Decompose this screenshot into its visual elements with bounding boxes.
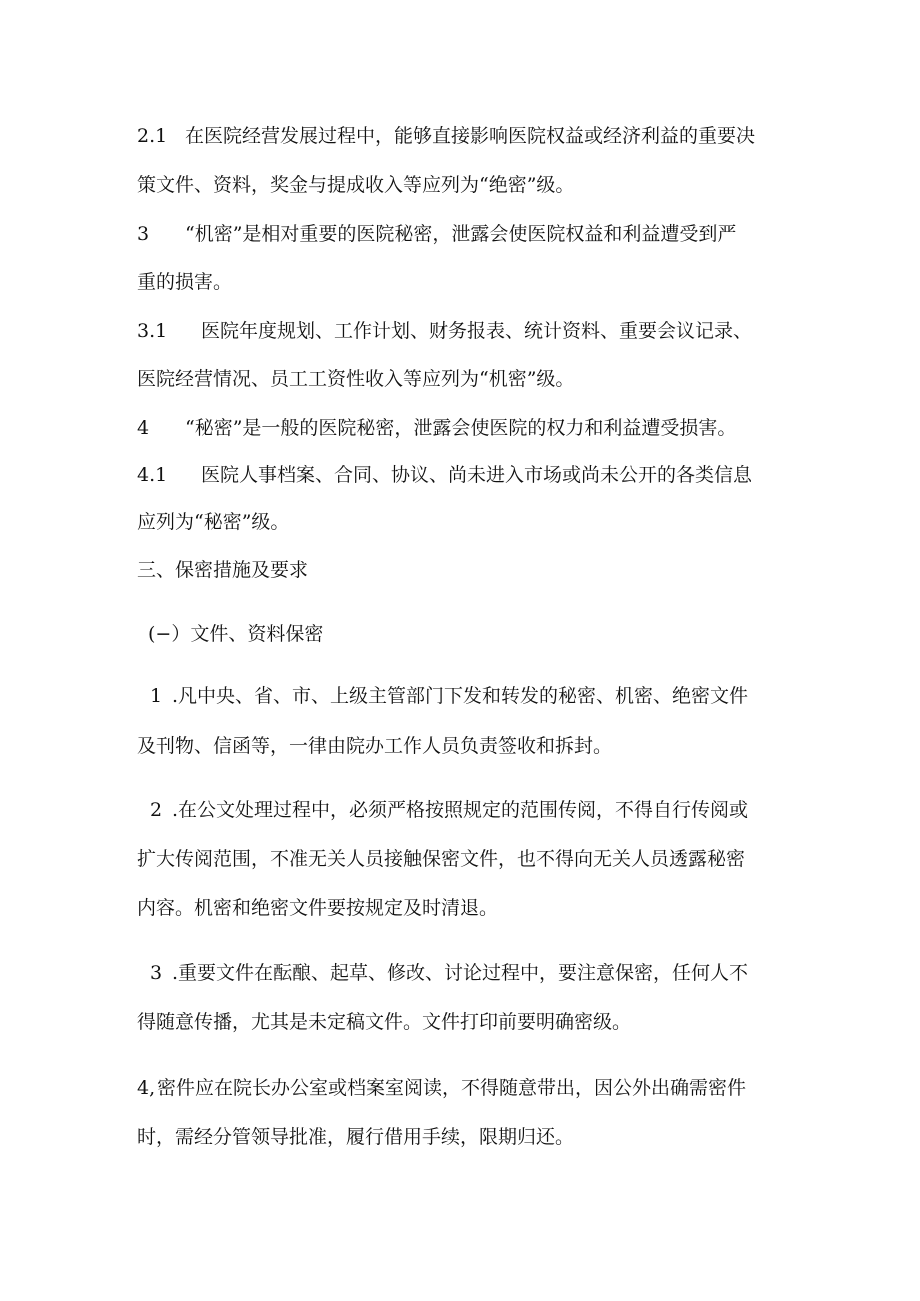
paragraph-text: “机密”是相对重要的医院秘密，泄露会使医院权益和利益遭受到严	[185, 223, 737, 245]
paragraph-text: 医院年度规划、工作计划、财务报表、统计资料、重要会议记录、	[201, 320, 753, 342]
paragraph-line: 内容。机密和绝密文件要按规定及时清退。	[137, 897, 499, 919]
rule-number: 1	[150, 685, 163, 707]
item-number: 2.1	[137, 125, 168, 147]
paragraph-text: .凡中央、省、市、上级主管部门下发和转发的秘密、机密、绝密文件	[172, 685, 749, 707]
paragraph-text: .重要文件在酝酿、起草、修改、讨论过程中，要注意保密，任何人不	[172, 962, 749, 984]
paragraph-line: 应列为“秘密”级。	[137, 511, 290, 533]
item-number: 4.1	[137, 464, 168, 486]
paragraph-line	[137, 463, 752, 487]
item-number: 3	[137, 223, 150, 245]
paragraph-text: 密件应在院长办公室或档案室阅读，不得随意带出，因公外出确需密件	[157, 1077, 747, 1099]
paragraph-line	[137, 124, 755, 148]
item-number: 4	[137, 417, 150, 439]
paragraph-text: “秘密”是一般的医院秘密，泄露会使医院的权力和利益遭受损害。	[185, 417, 737, 439]
section-heading: 三、保密措施及要求	[137, 559, 309, 581]
paragraph-line	[137, 222, 736, 246]
paragraph-line: 时，需经分管领导批准，履行借用手续，限期归还。	[137, 1126, 575, 1148]
paragraph-line	[150, 961, 748, 985]
paragraph-line: 扩大传阅范围，不准无关人员接触保密文件，也不得向无关人员透露秘密	[137, 848, 746, 870]
paragraph-text: .在公文处理过程中，必须严格按照规定的范围传阅，不得自行传阅或	[172, 799, 749, 821]
paragraph-line: 重的损害。	[137, 271, 233, 293]
paragraph-line	[150, 684, 748, 708]
rule-number: 3	[150, 962, 163, 984]
paragraph-line: 医院经营情况、员工工资性收入等应列为“机密”级。	[137, 368, 575, 390]
paragraph-line	[150, 798, 748, 822]
paragraph-line	[137, 1076, 746, 1100]
paragraph-text: 在医院经营发展过程中，能够直接影响医院权益或经济利益的重要决	[185, 125, 756, 147]
paragraph-line: 策文件、资料，奖金与提成收入等应列为“绝密”级。	[137, 174, 575, 196]
paragraph-line: 得随意传播，尤其是未定稿文件。文件打印前要明确密级。	[137, 1011, 632, 1033]
rule-number: 4,	[137, 1077, 156, 1099]
item-number: 3.1	[137, 320, 168, 342]
paragraph-text: 医院人事档案、合同、协议、尚未进入市场或尚未公开的各类信息	[201, 464, 753, 486]
paragraph-line: 及刊物、信函等，一律由院办工作人员负责签收和拆封。	[137, 735, 613, 757]
paragraph-line	[137, 416, 736, 440]
subsection-heading: (−）文件、资料保密	[148, 623, 324, 645]
rule-number: 2	[150, 799, 163, 821]
paragraph-line	[137, 319, 752, 343]
